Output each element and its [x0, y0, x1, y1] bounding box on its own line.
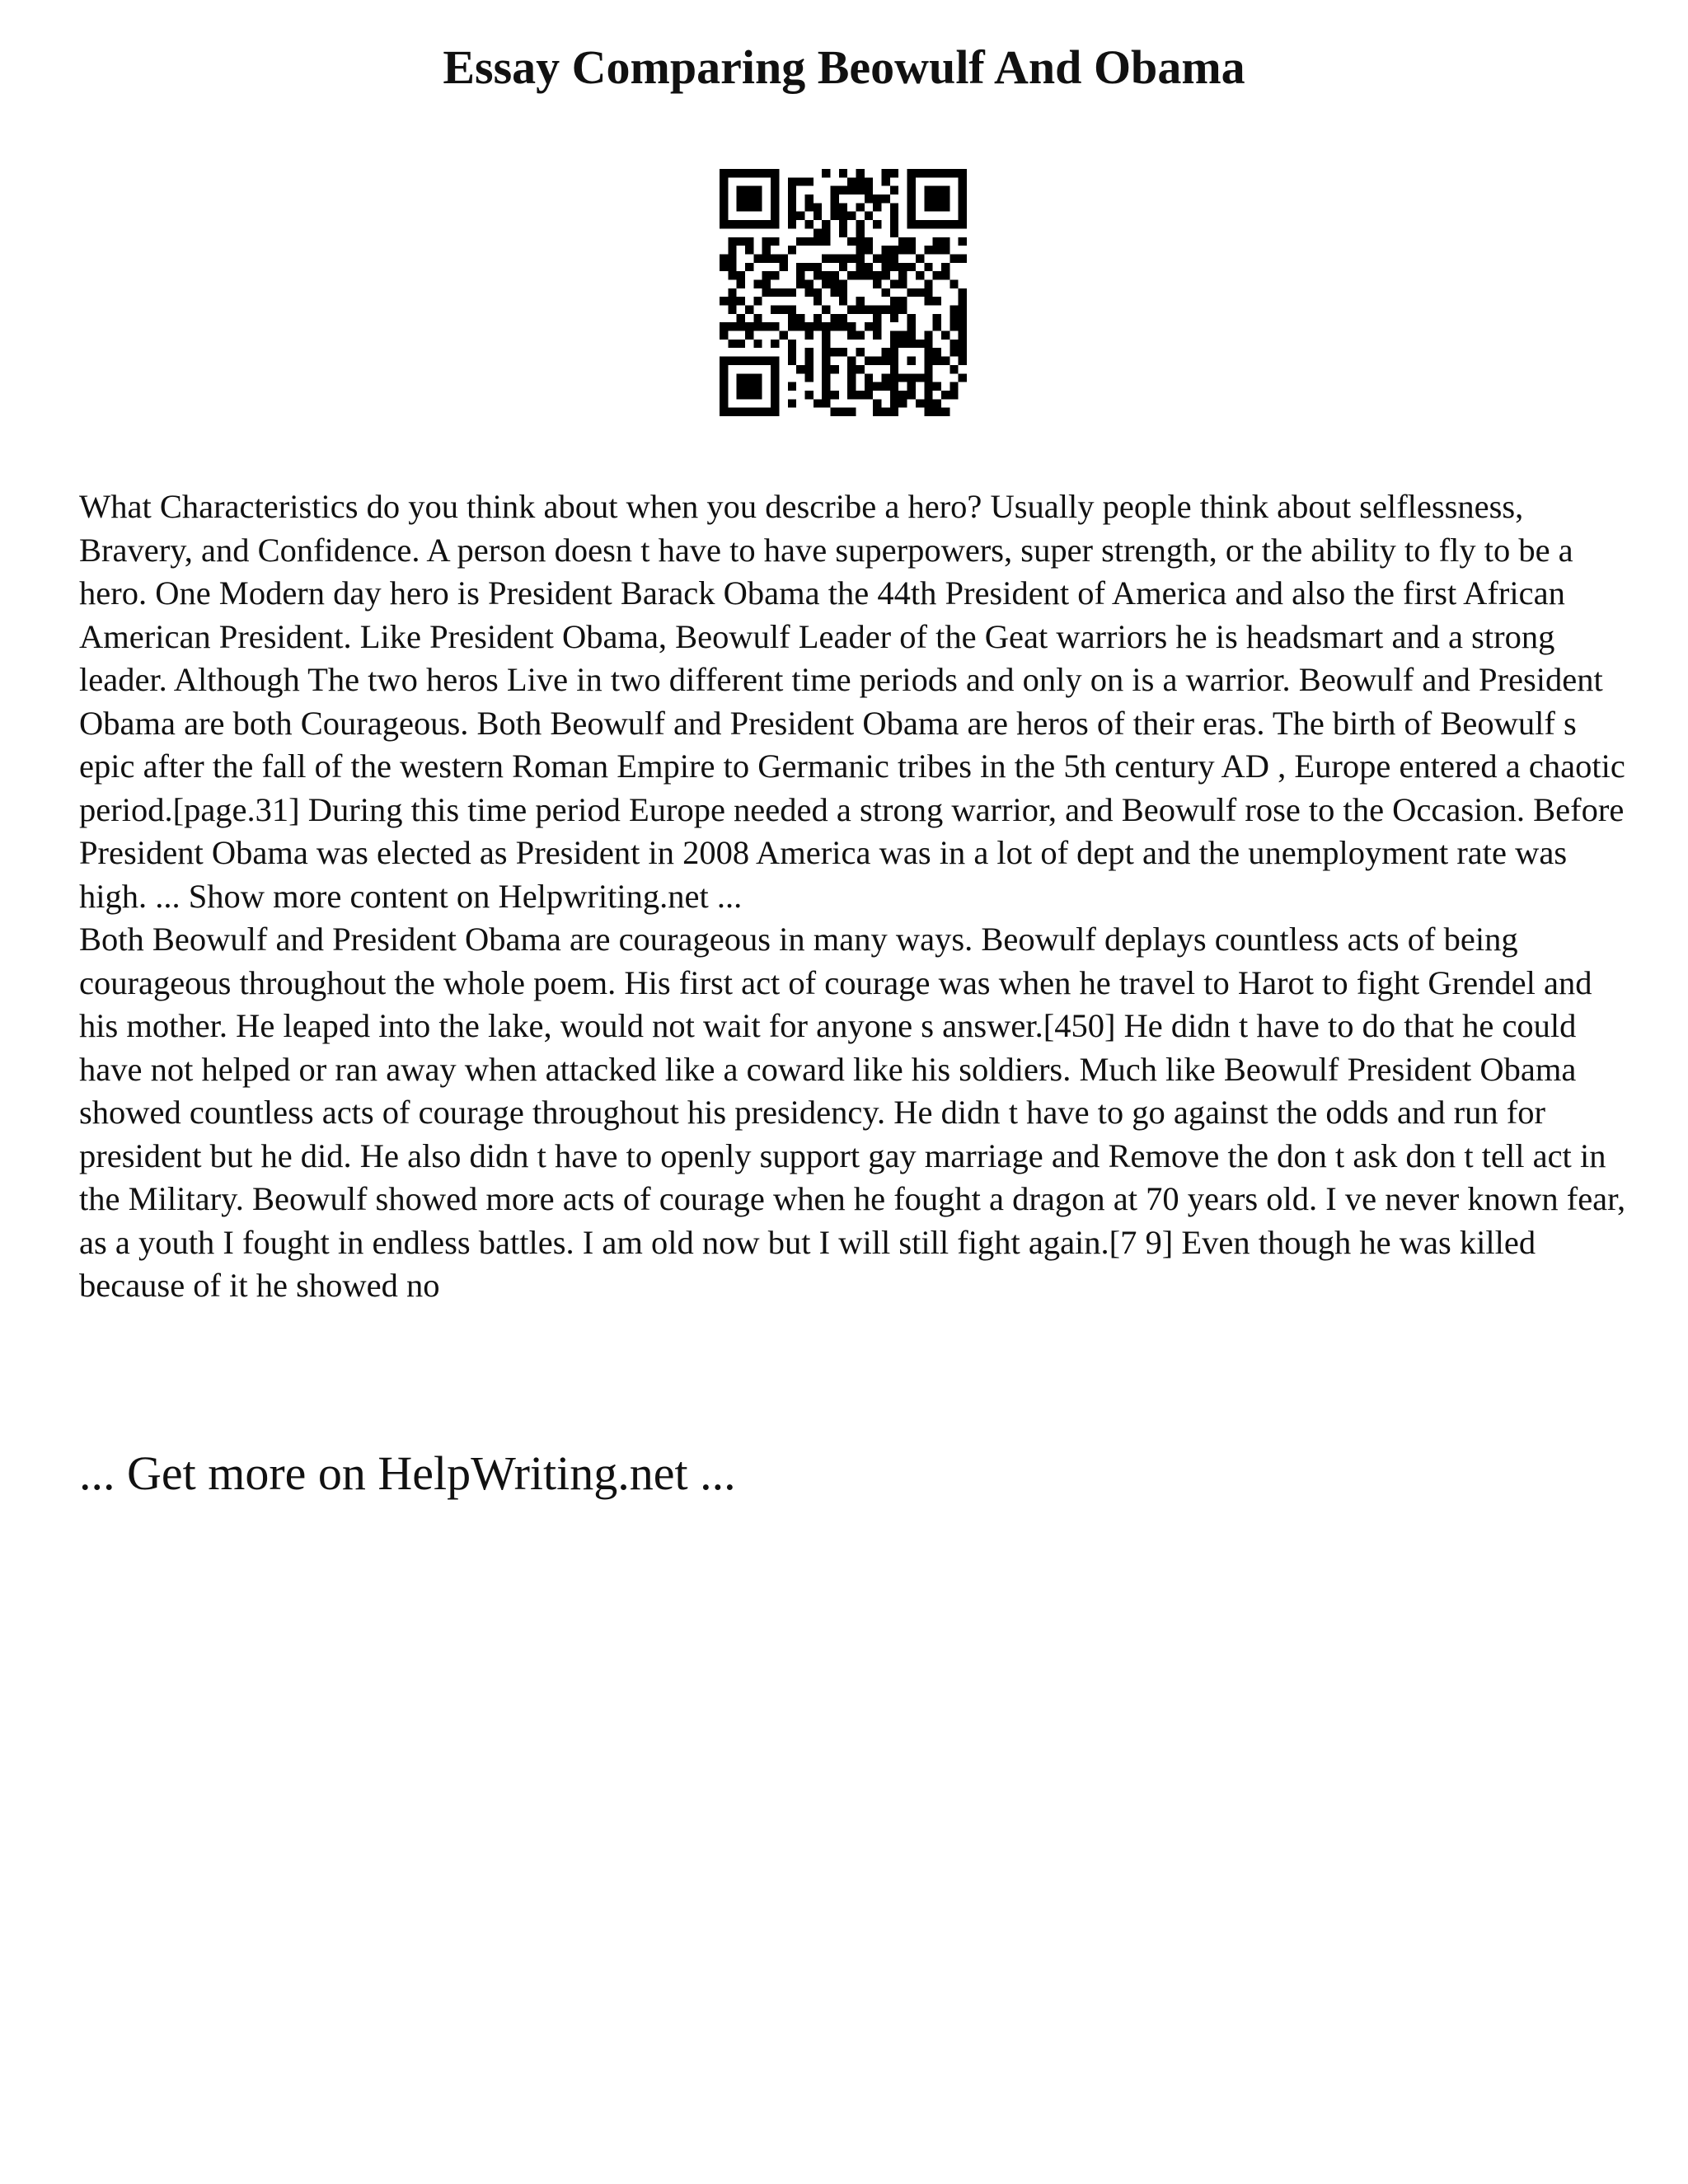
qr-code-icon[interactable] [720, 169, 967, 416]
essay-paragraph-1: What Characteristics do you think about when you describe a hero? Usually people think about selflessness, Bravery, and Confidence. A person doesn t have to have superpowers, super strength, or the ability to fly to be a hero. One Modern day hero is President Barack Obama the 44th President of America and also the first African American President. Like President Obama, Beowulf Leader of the Geat warriors he is headsmart and a strong leader. Although The two heros Live in two different time periods and only on is a warrior. Beowulf and President Obama are both Courageous. Both Beowulf and President Obama are heros of their eras. The birth of Beowulf s epic after the fall of the western Roman Empire to Germanic tribes in the 5th century AD , Europe entered a chaotic period.[page.31] During this time period Europe needed a strong warrior, and Beowulf rose to the Occasion. Before President Obama was elected as President in 2008 America was in a lot of dept and the unemployment rate was high. ... Show more content on Helpwriting.net ... [79, 488, 1625, 915]
essay-body [79, 485, 1629, 1308]
page-title: Essay Comparing Beowulf And Obama [443, 40, 1245, 94]
get-more-link[interactable]: ... Get more on HelpWriting.net ... [79, 1446, 736, 1500]
essay-paragraph-2: Both Beowulf and President Obama are courageous in many ways. Beowulf deplays countless acts of being courageous throughout the whole poem. His first act of courage was when he travel to Harot to fight Grendel and his mother. He leaped into the lake, would not wait for anyone s answer.[450] He didn t have to do that he could have not helped or ran away when attacked like a coward like his soldiers. Much like Beowulf President Obama showed countless acts of courage throughout his presidency. He didn t have to go against the odds and run for president but he did. He also didn t have to openly support gay marriage and Remove the don t ask don t tell act in the Military. Beowulf showed more acts of courage when he fought a dragon at 70 years old. I ve never known fear, as a youth I fought in endless battles. I am old now but I will still fight again.[7 9] Even though he was killed because of it he showed no [79, 921, 1626, 1304]
